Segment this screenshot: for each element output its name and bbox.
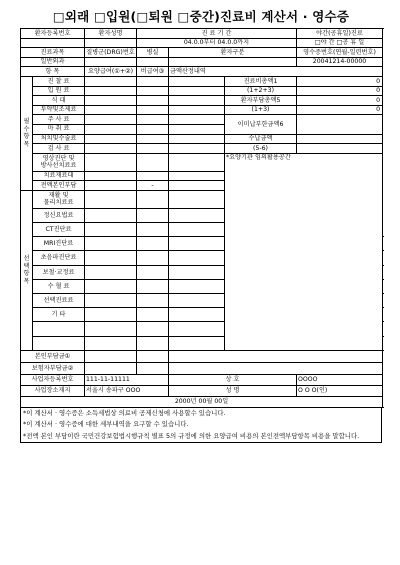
noninsured-cell[interactable] — [137, 223, 169, 237]
calc-label: (1+2+3) — [225, 86, 297, 96]
noninsured-cell[interactable] — [137, 190, 169, 208]
insured-cell[interactable] — [85, 144, 137, 154]
noninsured-cell[interactable] — [137, 208, 169, 222]
selected-item-label: 수 혈 료 — [33, 279, 85, 293]
patient-name-value[interactable] — [85, 38, 137, 48]
selected-item-label — [33, 336, 85, 350]
noninsured-cell[interactable] — [137, 265, 169, 279]
insured-cell[interactable] — [85, 171, 137, 181]
insured-cell[interactable] — [85, 105, 137, 115]
insurer-pay-rest — [169, 362, 383, 374]
table-row — [21, 374, 383, 385]
extra-cell — [169, 308, 225, 322]
item-header: 항 목 — [21, 67, 85, 77]
required-item-label: 전액본인부담 — [33, 181, 85, 191]
addr-label: 사업장소재지 — [21, 385, 85, 396]
required-item-label: 마 취 료 — [33, 124, 85, 134]
noninsured-cell[interactable] — [137, 237, 169, 251]
noninsured-cell[interactable] — [137, 308, 169, 322]
insured-cell[interactable] — [85, 223, 137, 237]
extra-cell — [169, 223, 225, 237]
insured-cell[interactable] — [85, 265, 137, 279]
period-value: 04.0.0부터 04.0.0까지 — [137, 38, 297, 48]
required-item-label: 치료재료대 — [33, 171, 85, 181]
noninsured-cell[interactable] — [137, 96, 169, 106]
document-title: □외래 □입원(□퇴원 □중간)진료비 계산서 · 영수증 — [52, 9, 350, 24]
calc-label: 진료비총액1 — [225, 76, 297, 86]
insured-cell[interactable] — [85, 153, 137, 171]
insured-cell[interactable] — [85, 237, 137, 251]
insured-cell[interactable] — [85, 134, 137, 144]
table-row — [21, 86, 383, 96]
extra-cell — [169, 153, 225, 171]
required-item-label: 주 사 료 — [33, 115, 85, 125]
insured-cell[interactable] — [85, 279, 137, 293]
calc-label: 수납금액 — [225, 134, 297, 144]
note-text: *전액 본인 부담이란 국민건강보험법시행규칙 별표 5의 규정에 의한 요양급여 비용의 본인전액부담항목 비용을 말합니다. — [23, 431, 360, 440]
selected-item-label: 재활 및 물리치료료 — [33, 190, 85, 208]
extra-cell — [169, 265, 225, 279]
calc-label: (5-6) — [225, 144, 297, 154]
noninsured-cell[interactable] — [137, 251, 169, 265]
extra-cell — [169, 190, 225, 208]
noninsured-cell[interactable] — [137, 336, 169, 350]
rep-label: 성 명 — [169, 385, 297, 396]
patient-type-label: 환자구분 — [169, 48, 297, 58]
patient-no-label: 환자등록번호 — [21, 29, 85, 39]
night-value: □야 간 □공 휴 일 — [297, 38, 383, 48]
noninsured-cell[interactable] — [137, 279, 169, 293]
extra-cell — [169, 237, 225, 251]
insured-cell[interactable] — [85, 336, 137, 350]
insured-cell[interactable] — [85, 322, 137, 336]
required-item-label: 입 원 료 — [33, 86, 85, 96]
insurer-pay-value[interactable] — [85, 362, 137, 374]
ward-label: 병실 — [137, 48, 169, 58]
noninsured-cell[interactable] — [137, 86, 169, 96]
note-text: *이 계산서 · 영수증은 소득세법상 의료비 공제신청에 사용할수 있습니다. — [23, 408, 226, 417]
calc-header: 금액산정내역 — [169, 67, 383, 77]
required-item-label: 식 대 — [33, 96, 85, 106]
required-section-label: 필 수 항 목 — [21, 76, 33, 190]
note-row — [21, 431, 382, 443]
extra-cell — [169, 76, 225, 86]
noninsured-cell[interactable] — [137, 124, 169, 134]
table-row — [21, 385, 383, 396]
extra-cell — [169, 96, 225, 106]
noninsured-cell[interactable] — [137, 115, 169, 125]
calc-value — [297, 134, 383, 144]
table-row — [21, 76, 383, 86]
addr-value: 서울시 송파구 OOO — [85, 385, 169, 396]
required-item-label: 검 사 료 — [33, 144, 85, 154]
bizno-label: 사업자등록번호 — [21, 374, 85, 385]
selected-item-label: CT진단료 — [33, 223, 85, 237]
required-item-label: 영상진단 및 방사선치료료 — [33, 153, 85, 171]
calc-label: 환자부담총액5 — [225, 96, 297, 106]
insured-cell[interactable] — [85, 251, 137, 265]
note-row — [21, 408, 382, 420]
noninsured-header: 비급여③ — [137, 67, 169, 77]
issue-date: 2000년 00월 00일 — [21, 396, 383, 407]
night-label: 야간(공휴일)진료 — [297, 29, 383, 39]
insured-header: 요양급여(①+②) — [85, 67, 137, 77]
noninsured-cell[interactable] — [137, 294, 169, 308]
noninsured-cell[interactable]: - — [137, 181, 169, 191]
receipt-no-value: 20041214-00000 — [297, 57, 383, 67]
calc-label: 이미납부한금액6 — [225, 115, 297, 134]
insured-cell[interactable] — [85, 124, 137, 134]
insured-cell[interactable] — [85, 294, 137, 308]
calc-value — [297, 115, 383, 134]
calc-value: 0 — [297, 96, 383, 106]
note-text: *이 계산서 · 영수증에 대한 세부내역을 요구할 수 있습니다. — [23, 420, 189, 429]
noninsured-cell[interactable] — [137, 144, 169, 154]
selected-item-label: MRI진단료 — [33, 237, 85, 251]
ward-value[interactable] — [137, 57, 169, 67]
patient-no-value[interactable] — [21, 38, 85, 48]
table-row — [21, 144, 383, 154]
extra-cell — [169, 105, 225, 115]
extra-cell — [169, 86, 225, 96]
extra-cell — [169, 251, 225, 265]
required-item-label: 투약및조제료 — [33, 105, 85, 115]
extra-cell — [169, 124, 225, 134]
receipt-table — [20, 28, 383, 408]
insured-cell[interactable] — [85, 76, 137, 86]
extra-cell — [169, 171, 225, 181]
calc-label: (1+3) — [225, 105, 297, 115]
institution-free-space: *요양기관 임의활용공간 — [225, 153, 383, 350]
receipt-document — [20, 6, 382, 443]
self-pay-nb — [137, 350, 169, 362]
trade-value: OOOO — [297, 374, 383, 385]
insured-cell[interactable] — [85, 308, 137, 322]
insured-cell[interactable] — [85, 181, 137, 191]
self-pay-value[interactable] — [85, 350, 137, 362]
extra-cell — [169, 322, 225, 336]
table-row — [21, 153, 383, 171]
selected-item-label: 보철·교정료 — [33, 265, 85, 279]
notes-table — [20, 408, 382, 444]
self-pay-rest — [169, 350, 383, 362]
insured-cell[interactable] — [85, 115, 137, 125]
noninsured-cell[interactable] — [137, 105, 169, 115]
table-row — [21, 96, 383, 106]
selected-item-label: 선택진료료 — [33, 294, 85, 308]
bizno-value: 111-11-11111 — [85, 374, 169, 385]
extra-cell — [169, 208, 225, 222]
insured-cell[interactable] — [85, 86, 137, 96]
dept-value: 일반외과 — [21, 57, 85, 67]
extra-cell — [169, 181, 225, 191]
extra-cell — [169, 144, 225, 154]
insurer-pay-nb — [137, 362, 169, 374]
selected-item-label — [33, 322, 85, 336]
noninsured-cell[interactable] — [137, 171, 169, 181]
noninsured-cell[interactable] — [137, 322, 169, 336]
patient-name-label: 환자성명 — [85, 29, 137, 39]
self-pay-label: 본인부담금① — [21, 350, 85, 362]
table-row — [21, 396, 383, 407]
table-row — [21, 115, 383, 125]
selected-item-label: 기 타 — [33, 308, 85, 322]
dept-label: 진료과목 — [21, 48, 85, 58]
drg-value[interactable] — [85, 57, 137, 67]
calc-value: 0 — [297, 76, 383, 86]
extra-cell — [169, 115, 225, 125]
insurer-pay-label: 보험자부담금② — [21, 362, 85, 374]
calc-value: 0 — [297, 86, 383, 96]
required-item-label: 진 찰 료 — [33, 76, 85, 86]
insured-cell[interactable] — [85, 96, 137, 106]
calc-value: 0 — [297, 105, 383, 115]
insured-cell[interactable] — [85, 190, 137, 208]
extra-cell — [169, 336, 225, 350]
rep-value: O O O(인) — [297, 385, 383, 396]
required-item-label: 처치및수술료 — [33, 134, 85, 144]
note-row — [21, 419, 382, 431]
drg-label: 질병군(DRG)번호 — [86, 48, 135, 56]
table-row — [21, 105, 383, 115]
calc-value — [297, 144, 383, 154]
patient-type-value[interactable] — [169, 57, 297, 67]
period-label: 진 료 기 간 — [137, 29, 297, 39]
insured-cell[interactable] — [85, 208, 137, 222]
table-row — [21, 362, 383, 374]
noninsured-cell[interactable] — [137, 153, 169, 171]
selected-section-label: 선 택 항 목 — [21, 190, 33, 350]
selected-item-label: 초음파진단료 — [33, 251, 85, 265]
selected-item-label: 정신요법료 — [33, 208, 85, 222]
extra-cell — [169, 294, 225, 308]
trade-label: 상 호 — [169, 374, 297, 385]
extra-cell — [169, 279, 225, 293]
noninsured-cell[interactable] — [137, 76, 169, 86]
table-row — [21, 350, 383, 362]
table-row — [21, 134, 383, 144]
receipt-no-label: 영수증번호(연월-일련번호) — [297, 48, 383, 58]
noninsured-cell[interactable] — [137, 134, 169, 144]
extra-cell — [169, 134, 225, 144]
